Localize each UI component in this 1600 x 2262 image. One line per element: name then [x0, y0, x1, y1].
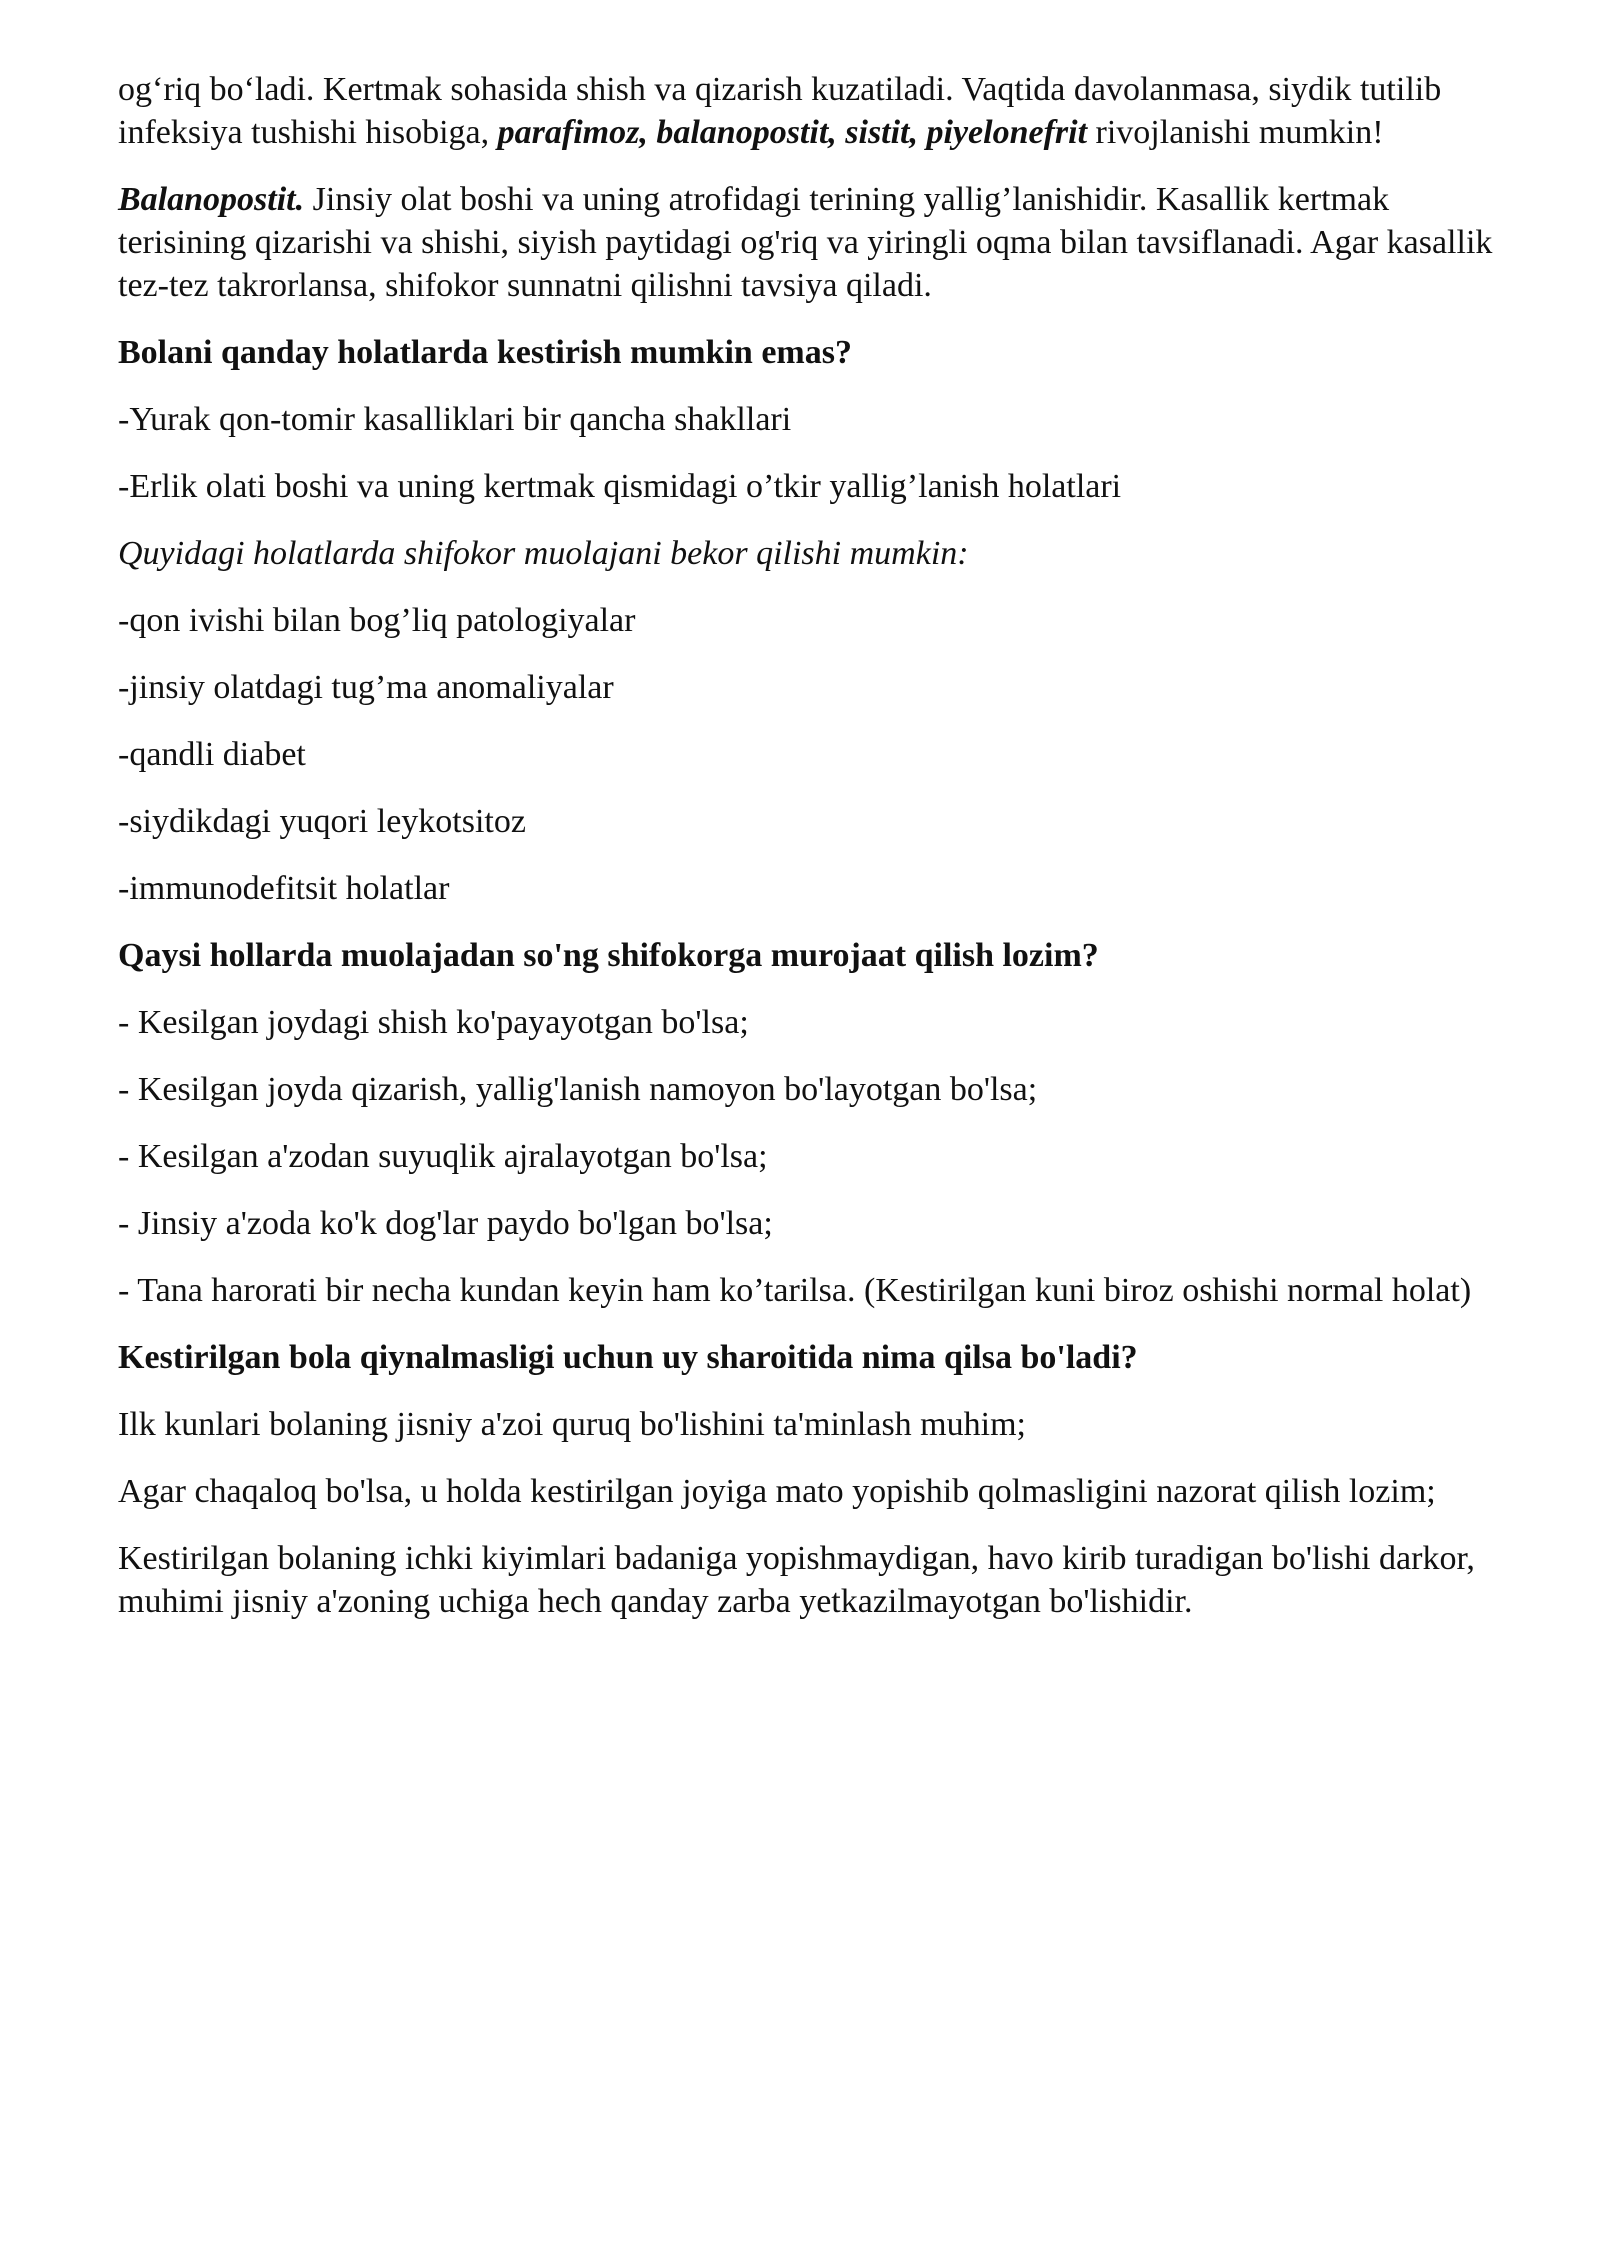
cancellation-intro: Quyidagi holatlarda shifokor muolajani bekor qilishi mumkin:: [118, 535, 969, 572]
home-care-heading: Kestirilgan bola qiynalmasligi uchun uy sharoitida nima qilsa bo'ladi?: [118, 1339, 1138, 1376]
home-care-paragraph: Ilk kunlari bolaning jisniy a'zoi quruq bo'lishini ta'minlash muhim;: [118, 1406, 1026, 1443]
balanopostit-paragraph: [118, 178, 1498, 307]
balanopostit-text: Jinsiy olat boshi va uning atrofidagi terining yallig’lanishidir. Kasallik kertmak terisining qizarishi va shishi, siyish paytidagi og'riq va yiringli oqma bilan tavsiflanadi. Agar kasallik tez-tez takrorlansa, shifokor sunnatni qilishni tavsiya qiladi.: [118, 181, 1493, 304]
warning-item: - Kesilgan a'zodan suyuqlik ajralayotgan bo'lsa;: [118, 1138, 768, 1175]
contraindication-item: -Erlik olati boshi va uning kertmak qismidagi o’tkir yallig’lanish holatlari: [118, 468, 1122, 505]
contraindications-heading: Bolani qanday holatlarda kestirish mumkin emas?: [118, 334, 852, 371]
home-care-paragraph: Kestirilgan bolaning ichki kiyimlari badaniga yopishmaydigan, havo kirib turadigan bo'lishi darkor, muhimi jisniy a'zoning uchiga hech qanday zarba yetkazilmayotgan bo'lishidir.: [118, 1540, 1475, 1620]
intro-emphasis: parafimoz, balanopostit, sistit, piyelonefrit: [497, 114, 1088, 151]
document-page: [118, 68, 1498, 1647]
when-to-see-doctor-heading: Qaysi hollarda muolajadan so'ng shifokorga murojaat qilish lozim?: [118, 937, 1099, 974]
warning-item: - Tana harorati bir necha kundan keyin ham ko’tarilsa. (Kestirilgan kuni biroz oshishi normal holat): [118, 1272, 1472, 1309]
cancellation-item: -siydikdagi yuqori leykotsitoz: [118, 803, 526, 840]
contraindication-item: -Yurak qon-tomir kasalliklari bir qancha shakllari: [118, 401, 792, 438]
intro-text-1: og‘riq bo‘ladi. Kertmak sohasida shish va qizarish kuzatiladi. Vaqtida davolanmasa, siydik tutilib infeksiya tushishi hisobiga,: [118, 71, 1442, 151]
cancellation-item: -immunodefitsit holatlar: [118, 870, 450, 907]
warning-item: - Kesilgan joyda qizarish, yallig'lanish namoyon bo'layotgan bo'lsa;: [118, 1071, 1038, 1108]
balanopostit-term: Balanopostit.: [118, 181, 305, 218]
cancellation-item: -qon ivishi bilan bog’liq patologiyalar: [118, 602, 636, 639]
intro-text-2: rivojlanishi mumkin!: [1087, 114, 1384, 151]
cancellation-item: -qandli diabet: [118, 736, 306, 773]
home-care-paragraph: Agar chaqaloq bo'lsa, u holda kestirilgan joyiga mato yopishib qolmasligini nazorat qilish lozim;: [118, 1473, 1436, 1510]
cancellation-item: -jinsiy olatdagi tug’ma anomaliyalar: [118, 669, 614, 706]
warning-item: - Jinsiy a'zoda ko'k dog'lar paydo bo'lgan bo'lsa;: [118, 1205, 773, 1242]
warning-item: - Kesilgan joydagi shish ko'payayotgan bo'lsa;: [118, 1004, 749, 1041]
intro-paragraph: [118, 68, 1498, 154]
